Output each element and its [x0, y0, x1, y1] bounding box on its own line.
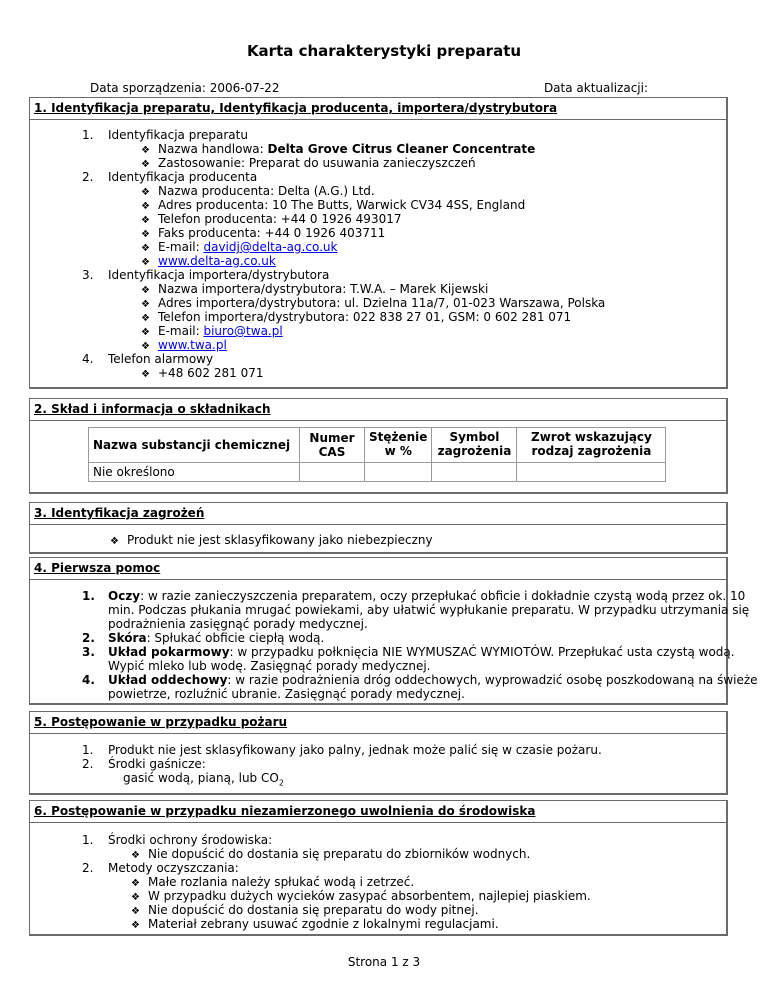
s4-item-eyes: Oczy: w razie zanieczyszczenia preparatem, oczy przepłukać obficie i dokładnie czystą wodą przez ok. 10	[108, 589, 746, 603]
col-header-cas: Numer CAS	[300, 428, 365, 463]
s6-item-1: Środki ochrony środowiska:	[108, 833, 273, 847]
s6-item-2: Metody oczyszczania:	[108, 861, 239, 875]
diamond-bullet-icon: ❖	[141, 327, 150, 338]
s1-prod-tel: ❖ Telefon producenta: +44 0 1926 493017	[141, 212, 402, 226]
s6-item-2c: ❖ Nie dopuścić do dostania się preparatu do wody pitnej.	[131, 903, 479, 917]
s5-item-1: Produkt nie jest sklasyfikowany jako palny, jednak może palić się w czasie pożaru.	[108, 743, 602, 757]
table-header-row	[89, 428, 666, 463]
diamond-bullet-icon: ❖	[131, 878, 140, 889]
section-4: 4. Pierwsza pomoc 1. Oczy: w razie zanieczyszczenia preparatem, oczy przepłukać obficie i dokładnie czystą wodą przez ok. 10 min. Podczas płukania mrugać powiekami, aby ułatwić wypłukanie preparatu. W przypadku utrzymania się podrażnienia zasięgnąć porady medycznej. 2. Skóra: Spłukać obficie ciepłą wodą. 3. Układ pokarmowy: w przypadku połknięcia NIE WYMUSZAĆ WYMIOTÓW. Przepłukać usta czystą wodą. Wypić mleko lub wodę. Zasięgnąć porady medycznej. 4. Układ oddechowy: w razie podrażnienia dróg oddechowych, wyprowadzić osobę poszkodowaną na świeże powietrze, rozluźnić ubranie. Zasięgnąć porady medycznej.	[29, 557, 728, 705]
s1-imp-addr: ❖ Adres importera/dystrybutora: ul. Dzielna 11a/7, 01-023 Warszawa, Polska	[141, 296, 606, 310]
col-header-name: Nazwa substancji chemicznej	[89, 428, 300, 463]
diamond-bullet-icon: ❖	[141, 313, 150, 324]
section-4-heading: 4. Pierwsza pomoc	[30, 558, 726, 580]
diamond-bullet-icon: ❖	[131, 906, 140, 917]
diamond-bullet-icon: ❖	[141, 285, 150, 296]
diamond-bullet-icon: ❖	[141, 257, 150, 268]
s4-item-skin: Skóra: Spłukać obficie ciepłą wodą.	[108, 631, 325, 645]
section-1-heading: 1. Identyfikacja preparatu, Identyfikacja producenta, importera/dystrybutora	[30, 98, 726, 120]
section-1: 1. Identyfikacja preparatu, Identyfikacja producenta, importera/dystrybutora 1. Identyfikacja preparatu ❖ Nazwa handlowa: Delta Grove Citrus Cleaner Concentrate ❖ Zastosowanie: Preparat do usuwania zanieczyszczeń 2. Identyfikacja producenta ❖ Nazwa producenta: Delta (A.G.) Ltd. ❖ Adres producenta: 10 The Butts, Warwick CV34 4SS, England ❖ Telefon producenta: +44 0 1926 493017 ❖ Faks producenta: +44 0 1926 403711 ❖ E-mail: davidj@delta-ag.co.uk ❖ www.delta-ag.co.uk 3. Identyfikacja importera/dystrybutora ❖ Nazwa importera/dystrybutora: T.W.A. – Marek Kijewski ❖ Adres importera/dystrybutora: ul. Dzielna 11a/7, 01-023 Warszawa, Polska ❖ Telefon importera/dystrybutora: 022 838 27 01, GSM: 0 602 281 071 ❖ E-mail: biuro@twa.pl ❖ www.twa.pl 4. Telefon alarmowy ❖ +48 602 281 071	[29, 97, 728, 389]
s1-item-2: Identyfikacja producenta	[108, 170, 258, 184]
prod-www-link[interactable]: www.delta-ag.co.uk	[158, 254, 276, 268]
s1-usage: ❖ Zastosowanie: Preparat do usuwania zanieczyszczeń	[141, 156, 476, 170]
s1-item-1: Identyfikacja preparatu	[108, 128, 248, 142]
diamond-bullet-icon: ❖	[141, 243, 150, 254]
s1-trade-name: ❖ Nazwa handlowa: Delta Grove Citrus Cleaner Concentrate	[141, 142, 536, 156]
s1-imp-name: ❖ Nazwa importera/dystrybutora: T.W.A. – Marek Kijewski	[141, 282, 489, 296]
diamond-bullet-icon: ❖	[141, 145, 150, 156]
s1-imp-tel: ❖ Telefon importera/dystrybutora: 022 838 27 01, GSM: 0 602 281 071	[141, 310, 572, 324]
s6-item-1a: ❖ Nie dopuścić do dostania się preparatu do zbiorników wodnych.	[131, 847, 531, 861]
s1-prod-fax: ❖ Faks producenta: +44 0 1926 403711	[141, 226, 386, 240]
s1-imp-email: ❖ E-mail: biuro@twa.pl	[141, 324, 283, 338]
composition-table	[88, 427, 666, 482]
diamond-bullet-icon: ❖	[141, 187, 150, 198]
prod-email-link[interactable]: davidj@delta-ag.co.uk	[203, 240, 338, 254]
imp-email-link[interactable]: biuro@twa.pl	[203, 324, 283, 338]
document-title: Karta charakterystyki preparatu	[246, 42, 522, 60]
section-3-heading: 3. Identyfikacja zagrożeń	[30, 503, 726, 525]
table-row	[89, 463, 666, 482]
s1-alarm: ❖ +48 602 281 071	[141, 366, 264, 380]
diamond-bullet-icon: ❖	[131, 892, 140, 903]
section-2-heading: 2. Skład i informacja o składnikach	[30, 399, 726, 421]
section-2	[29, 398, 728, 494]
imp-www-link[interactable]: www.twa.pl	[158, 338, 227, 352]
s4-item-respiratory: Układ oddechowy: w razie podrażnienia dróg oddechowych, wyprowadzić osobę poszkodowaną na świeże	[108, 673, 758, 687]
s6-item-2a: ❖ Małe rozlania należy spłukać wodą i zetrzeć.	[131, 875, 415, 889]
col-header-phrase: Zwrot wskazujący rodzaj zagrożenia	[517, 428, 666, 463]
date-created: Data sporządzenia: 2006-07-22	[90, 81, 280, 95]
section-5-heading: 5. Postępowanie w przypadku pożaru	[30, 712, 726, 734]
diamond-bullet-icon: ❖	[141, 159, 150, 170]
s5-extinguish: gasić wodą, pianą, lub $CO_2$	[123, 771, 284, 788]
section-6-heading: 6. Postępowanie w przypadku niezamierzonego uwolnienia do środowiska	[30, 801, 726, 823]
s1-item-3: Identyfikacja importera/dystrybutora	[108, 268, 330, 282]
cell-name: Nie określono	[89, 463, 300, 482]
page-number: Strona 1 z 3	[347, 955, 421, 969]
s1-prod-name: ❖ Nazwa producenta: Delta (A.G.) Ltd.	[141, 184, 375, 198]
section-5: 5. Postępowanie w przypadku pożaru 1. Produkt nie jest sklasyfikowany jako palny, jednak może palić się w czasie pożaru. 2. Środki gaśnicze: gasić wodą, pianą, lub $CO_2$	[29, 711, 728, 795]
diamond-bullet-icon: ❖	[141, 299, 150, 310]
diamond-bullet-icon: ❖	[131, 850, 140, 861]
diamond-bullet-icon: ❖	[131, 920, 140, 931]
diamond-bullet-icon: ❖	[141, 229, 150, 240]
diamond-bullet-icon: ❖	[141, 341, 150, 352]
s1-item-4: Telefon alarmowy	[108, 352, 214, 366]
s6-item-2d: ❖ Materiał zebrany usuwać zgodnie z lokalnymi regulacjami.	[131, 917, 499, 931]
date-updated: Data aktualizacji:	[543, 81, 648, 95]
col-header-symbol: Symbol zagrożenia	[432, 428, 517, 463]
diamond-bullet-icon: ❖	[141, 215, 150, 226]
s1-prod-addr: ❖ Adres producenta: 10 The Butts, Warwick CV34 4SS, England	[141, 198, 526, 212]
s6-item-2b: ❖ W przypadku dużych wycieków zasypać absorbentem, najlepiej piaskiem.	[131, 889, 591, 903]
col-header-conc: Stężenie w %	[365, 428, 432, 463]
s1-prod-email: ❖ E-mail: davidj@delta-ag.co.uk	[141, 240, 338, 254]
section-3	[29, 502, 728, 554]
s4-item-digestive: Układ pokarmowy: w przypadku połknięcia NIE WYMUSZAĆ WYMIOTÓW. Przepłukać usta czystą wodą.	[108, 645, 735, 659]
diamond-bullet-icon: ❖	[110, 536, 119, 547]
s5-item-2: Środki gaśnicze:	[108, 757, 206, 771]
section-6: 6. Postępowanie w przypadku niezamierzonego uwolnienia do środowiska 1. Środki ochrony środowiska: ❖ Nie dopuścić do dostania się preparatu do zbiorników wodnych. 2. Metody oczyszczania: ❖ Małe rozlania należy spłukać wodą i zetrzeć. ❖ W przypadku dużych wycieków zasypać absorbentem, najlepiej piaskiem. ❖ Nie dopuścić do dostania się preparatu do wody pitnej. ❖ Materiał zebrany usuwać zgodnie z lokalnymi regulacjami.	[29, 800, 728, 936]
diamond-bullet-icon: ❖	[141, 201, 150, 212]
s3-text: ❖ Produkt nie jest sklasyfikowany jako niebezpieczny	[110, 533, 433, 547]
diamond-bullet-icon: ❖	[141, 369, 150, 380]
